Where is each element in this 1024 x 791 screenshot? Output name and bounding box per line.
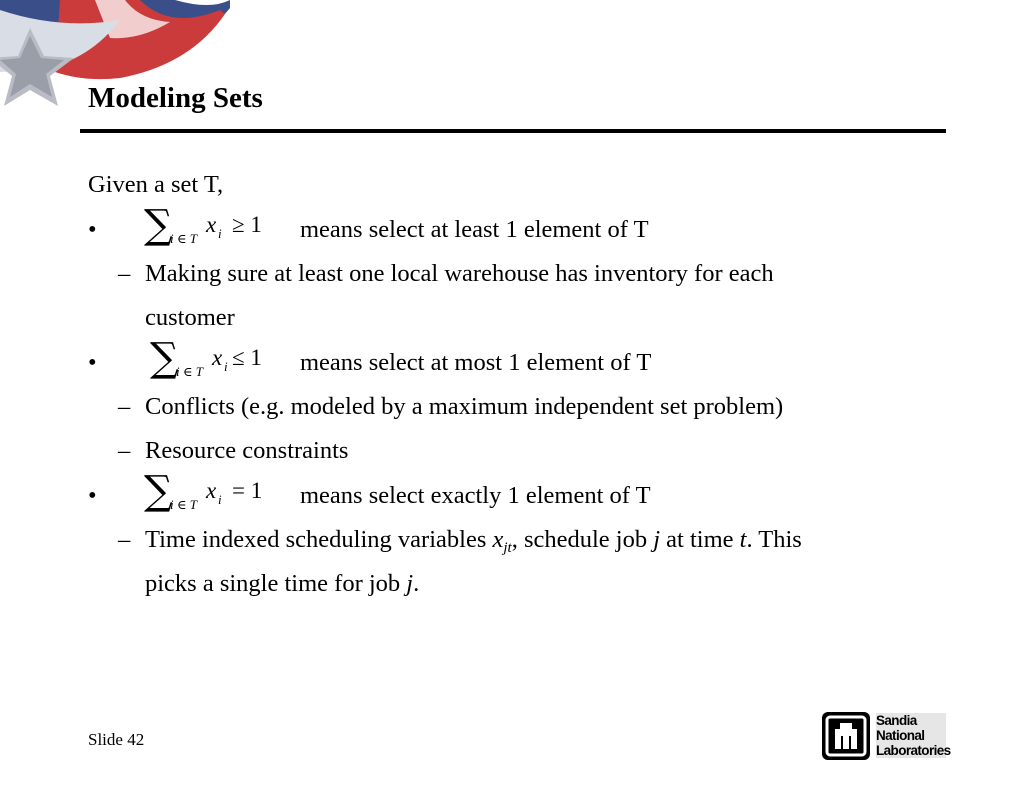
time-indexed-variable: x bbox=[492, 526, 504, 553]
sum-index: i ∈ T bbox=[170, 497, 197, 512]
logo-line-sandia: Sandia bbox=[876, 713, 917, 728]
sub-item-warehouse-cont: customer bbox=[145, 304, 235, 331]
sandia-logo bbox=[822, 712, 951, 764]
formula-relation: ≤ 1 bbox=[232, 345, 262, 370]
bullet-2: • bbox=[88, 349, 97, 376]
slide-number: Slide 42 bbox=[88, 730, 145, 749]
time-indexed-job: j bbox=[653, 526, 661, 553]
time-indexed-line2-a: picks a single time for job bbox=[145, 570, 407, 597]
intro-text: Given a set T, bbox=[88, 171, 224, 198]
dash-2-2: – bbox=[118, 437, 131, 464]
formula-relation: = 1 bbox=[232, 478, 263, 503]
time-indexed-text-a: Time indexed scheduling variables bbox=[145, 526, 493, 553]
sandia-thunderbird-icon bbox=[822, 712, 870, 760]
meaning-exactly-one: means select exactly 1 element of T bbox=[300, 482, 651, 509]
formula-relation: ≥ 1 bbox=[232, 212, 262, 237]
formula-variable: x bbox=[206, 478, 217, 503]
dash-3-1: – bbox=[118, 526, 131, 553]
sub-item-time-indexed bbox=[145, 525, 802, 563]
logo-line-national: National bbox=[876, 728, 925, 743]
dash-1-1: – bbox=[118, 260, 131, 287]
time-indexed-text-b: , schedule job bbox=[511, 526, 654, 553]
sub-item-resources: Resource constraints bbox=[145, 437, 349, 464]
meaning-at-least-one: means select at least 1 element of T bbox=[300, 216, 649, 243]
time-indexed-line2-b: . bbox=[413, 570, 420, 597]
time-indexed-line2-job: j bbox=[406, 570, 414, 597]
title-divider bbox=[80, 129, 946, 133]
sub-item-time-indexed-cont bbox=[145, 569, 419, 599]
slide-title: Modeling Sets bbox=[88, 82, 263, 114]
sigma-symbol: ∑ bbox=[144, 202, 173, 248]
sigma-symbol: ∑ bbox=[150, 335, 179, 381]
formula-variable: x bbox=[206, 212, 217, 237]
dash-2-1: – bbox=[118, 393, 131, 420]
logo-line-laboratories: Laboratories bbox=[876, 743, 951, 758]
formula-variable-subscript: i bbox=[224, 359, 228, 374]
formula-exactly-one bbox=[140, 468, 280, 519]
time-indexed-text-c: at time bbox=[660, 526, 740, 553]
sum-index: i ∈ T bbox=[170, 231, 197, 246]
sigma-symbol: ∑ bbox=[144, 468, 173, 514]
formula-variable-subscript: i bbox=[218, 492, 222, 507]
sum-index: i ∈ T bbox=[176, 364, 203, 379]
formula-variable-subscript: i bbox=[218, 226, 222, 241]
bullet-1: • bbox=[88, 216, 97, 243]
time-indexed-text-d: . This bbox=[746, 526, 802, 553]
formula-at-most-one bbox=[146, 335, 286, 386]
formula-at-least-one bbox=[140, 202, 280, 253]
sandia-wordmark bbox=[876, 713, 951, 758]
sub-item-conflicts: Conflicts (e.g. modeled by a maximum independent set problem) bbox=[145, 393, 784, 420]
formula-variable: x bbox=[212, 345, 223, 370]
sub-item-warehouse: Making sure at least one local warehouse has inventory for each bbox=[145, 260, 774, 287]
time-indexed-variable-subscript: jt bbox=[503, 540, 512, 556]
meaning-at-most-one: means select at most 1 element of T bbox=[300, 349, 652, 376]
time-indexed-time: t bbox=[739, 526, 747, 553]
bullet-3: • bbox=[88, 482, 97, 509]
